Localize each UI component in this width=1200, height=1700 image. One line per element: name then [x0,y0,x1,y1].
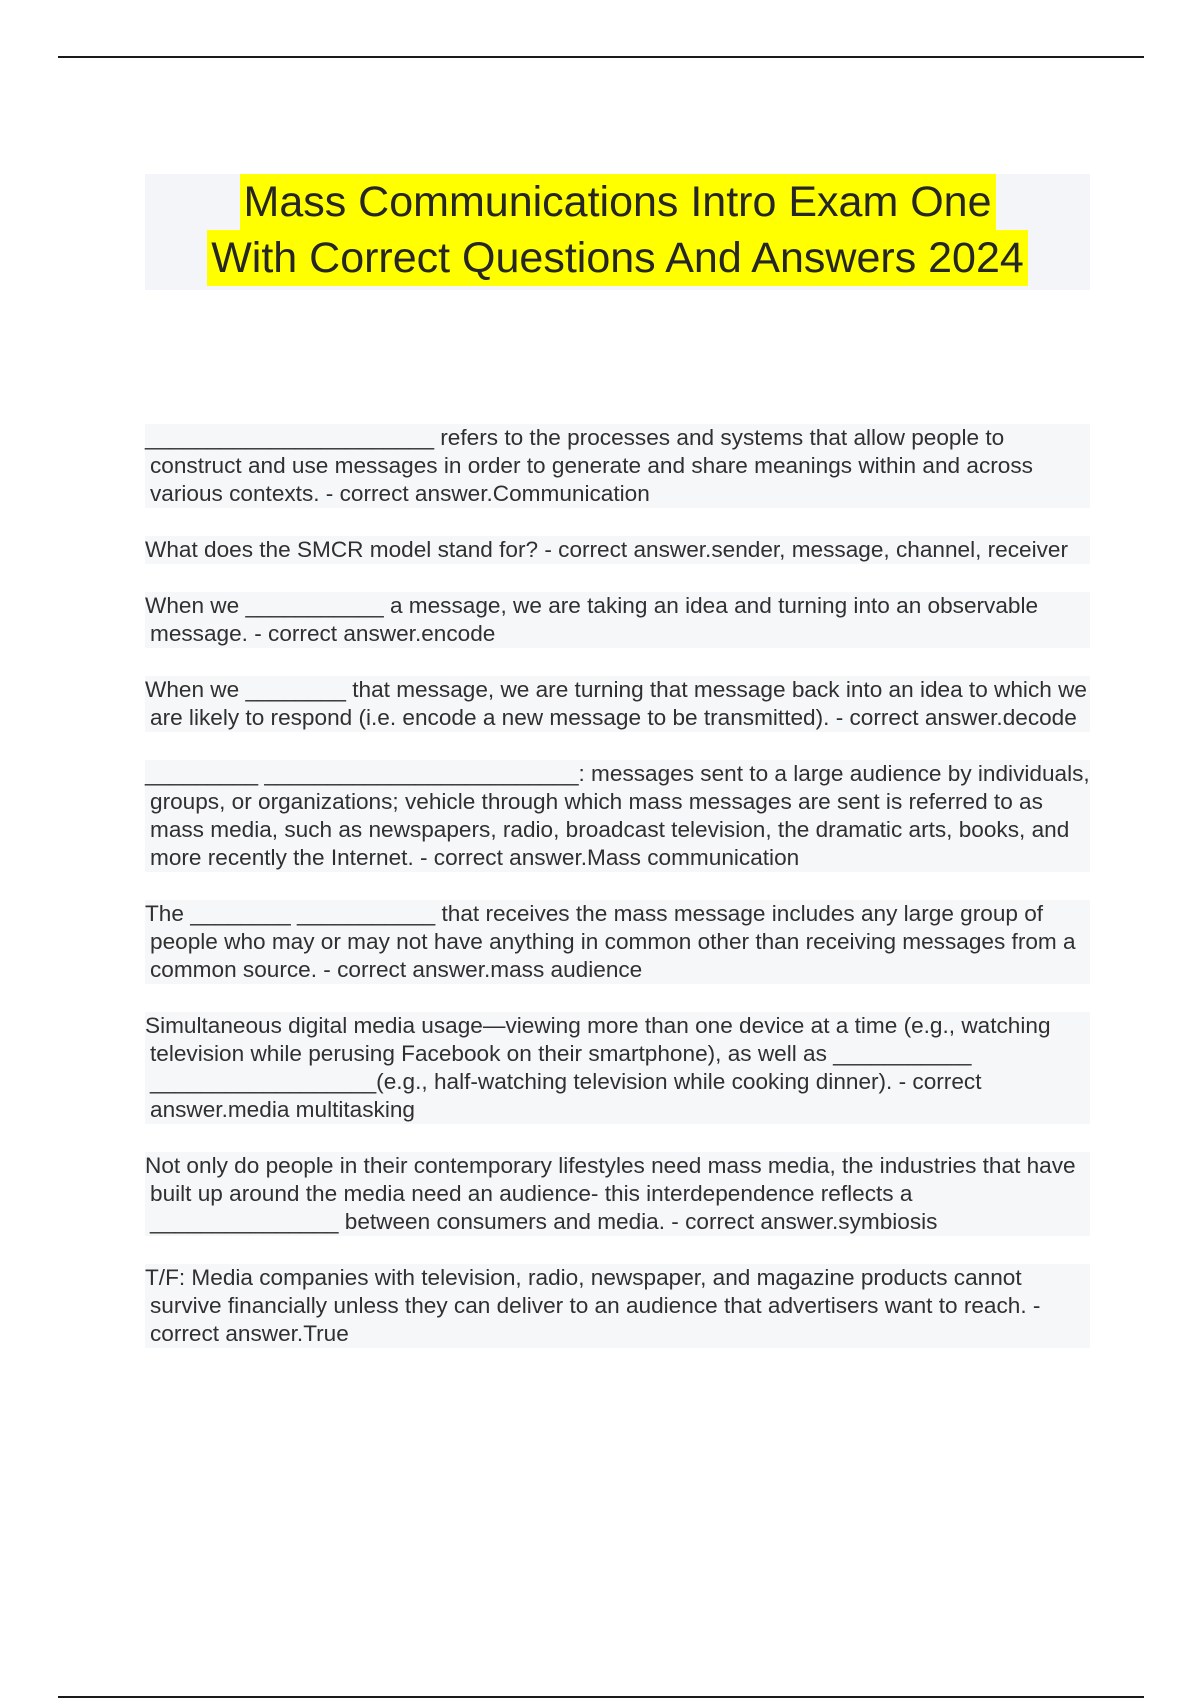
qa-list [145,424,1090,1376]
document-title [145,174,1090,290]
qa-item-smcr-model: What does the SMCR model stand for? - correct answer.sender, message, channel, receiver [145,536,1090,564]
bottom-divider [58,1696,1144,1698]
title-line-2: With Correct Questions And Answers 2024 [207,230,1028,286]
qa-item-communication: _______________________ refers to the processes and systems that allow people to construct and use messages in order to generate and share meanings within and across various contexts. - correct answer.Communication [145,424,1090,508]
qa-item-true-false: T/F: Media companies with television, radio, newspaper, and magazine products cannot survive financially unless they can deliver to an audience that advertisers want to reach. - correct answer.True [145,1264,1090,1348]
qa-item-mass-communication: _________ _________________________: messages sent to a large audience by individuals, groups, or organizations; vehicle through which mass messages are sent is referred to as mass media, such as newspapers, radio, broadcast television, the dramatic arts, books, and more recently the Internet. - correct answer.Mass communication [145,761,1090,870]
title-line-1: Mass Communications Intro Exam One [240,174,996,230]
qa-item-decode: When we ________ that message, we are turning that message back into an idea to which we are likely to respond (i.e. encode a new message to be transmitted). - correct answer.decode [145,676,1090,732]
qa-item-symbiosis: Not only do people in their contemporary lifestyles need mass media, the industries that have built up around the media need an audience- this interdependence reflects a _______________ between consumers and media. - correct answer.symbiosis [145,1152,1090,1236]
qa-item-mass-audience: The ________ ___________ that receives the mass message includes any large group of people who may or may not have anything in common other than receiving messages from a common source. - correct answer.mass audience [145,900,1090,984]
qa-item-encode: When we ___________ a message, we are taking an idea and turning into an observable message. - correct answer.encode [145,592,1090,648]
qa-item-media-multitasking: Simultaneous digital media usage—viewing more than one device at a time (e.g., watching television while perusing Facebook on their smartphone), as well as ___________ __________________(e.g., half-watching television while cooking dinner). - correct answer.media multitasking [145,1012,1090,1124]
top-divider [58,56,1144,58]
